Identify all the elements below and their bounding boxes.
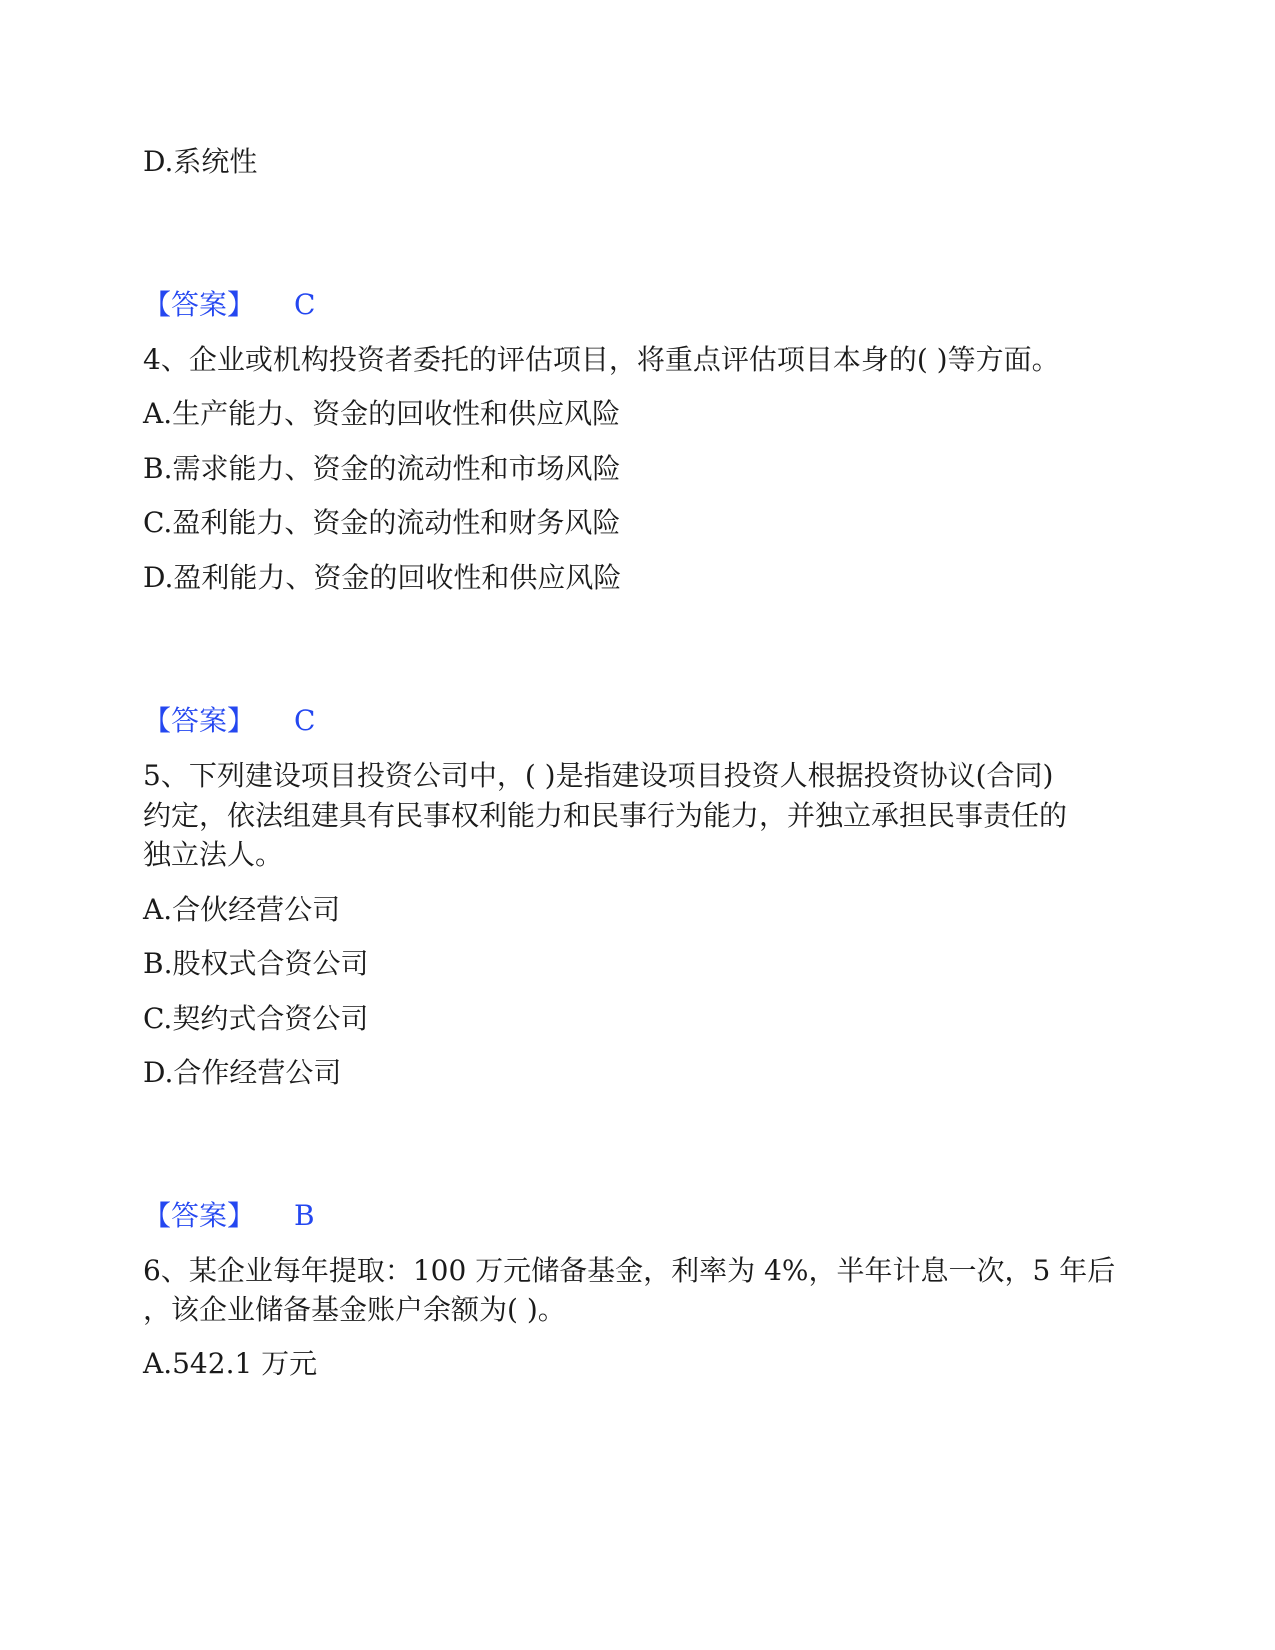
option-d: D.盈利能力、资金的回收性和供应风险 [143,561,622,594]
answer-label: 【答案】 [143,704,256,737]
answer-label: 【答案】 [143,288,256,321]
option-c: C.盈利能力、资金的流动性和财务风险 [143,506,621,539]
answer-label: 【答案】 [143,1199,256,1232]
option-a: A.542.1 万元 [143,1347,318,1380]
question-stem-line: 6、某企业每年提取：100 万元储备基金，利率为 4%，半年计息一次，5 年后 [143,1254,1116,1287]
option-d: D.系统性 [143,145,258,178]
question-stem-line: 约定，依法组建具有民事权利能力和民事行为能力，并独立承担民事责任的 [143,799,1068,832]
question-stem: 4、企业或机构投资者委托的评估项目，将重点评估项目本身的( )等方面。 [143,343,1060,376]
question-stem-line: ，该企业储备基金账户余额为( )。 [143,1293,566,1326]
question-stem-line: 5、下列建设项目投资公司中，( )是指建设项目投资人根据投资协议(合同) [143,759,1054,792]
answer-value: C [294,288,316,321]
option-a: A.合伙经营公司 [143,893,341,926]
question-stem-line: 独立法人。 [143,838,284,871]
answer-row [143,701,343,741]
option-c: C.契约式合资公司 [143,1002,369,1035]
option-d: D.合作经营公司 [143,1056,342,1089]
answer-value: C [294,704,316,737]
answer-row [143,285,343,325]
option-a: A.生产能力、资金的回收性和供应风险 [143,397,621,430]
option-b: B.股权式合资公司 [143,947,369,980]
option-b: B.需求能力、资金的流动性和市场风险 [143,452,621,485]
answer-row [143,1196,343,1236]
answer-value: B [294,1199,315,1232]
